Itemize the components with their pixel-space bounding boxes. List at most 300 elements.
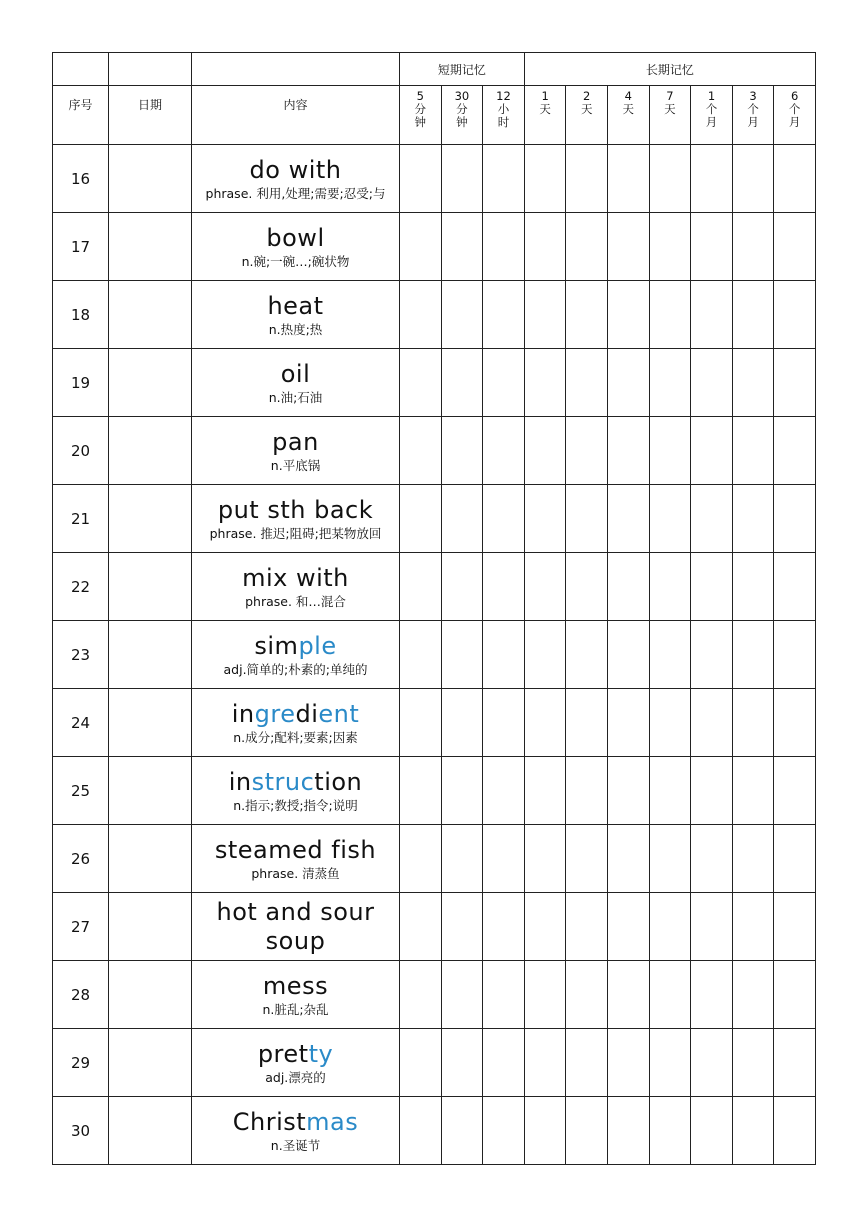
word-text (192, 564, 399, 593)
table-row (53, 417, 816, 485)
header-row-columns (53, 86, 816, 145)
word-text (192, 700, 399, 729)
date-cell[interactable] (109, 825, 192, 893)
word-meaning: phrase. 和…混合 (245, 593, 346, 609)
review-check-cell[interactable] (649, 349, 691, 417)
content-cell (192, 1097, 400, 1165)
review-check-cell[interactable] (732, 281, 774, 349)
review-check-cell[interactable] (400, 349, 442, 417)
review-check-cell[interactable] (774, 213, 816, 281)
review-check-cell[interactable] (483, 757, 525, 825)
word-segment: tion (314, 767, 363, 796)
date-cell[interactable] (109, 417, 192, 485)
review-check-cell[interactable] (524, 825, 566, 893)
row-index: 30 (53, 1097, 109, 1165)
interval-label-part: 个 (705, 102, 718, 116)
review-check-cell[interactable] (691, 757, 733, 825)
word-text (192, 836, 399, 865)
review-check-cell[interactable] (441, 145, 483, 213)
vocab-review-table (52, 52, 816, 1165)
word-segment: sim (254, 631, 299, 660)
table-row (53, 213, 816, 281)
review-check-cell[interactable] (566, 757, 608, 825)
word-text (192, 360, 399, 389)
row-index: 26 (53, 825, 109, 893)
review-check-cell[interactable] (774, 825, 816, 893)
review-check-cell[interactable] (649, 213, 691, 281)
word-segment: put sth back (217, 495, 374, 524)
word-text (192, 496, 399, 525)
review-check-cell[interactable] (691, 1097, 733, 1165)
word-meaning: n.碗;一碗…;碗状物 (241, 253, 350, 269)
row-index: 17 (53, 213, 109, 281)
review-check-cell[interactable] (608, 825, 650, 893)
review-check-cell[interactable] (566, 689, 608, 757)
review-check-cell[interactable] (400, 1029, 442, 1097)
review-check-cell[interactable] (649, 1029, 691, 1097)
interval-label-part: 小 (497, 102, 510, 116)
word-segment: pret (257, 1039, 309, 1068)
content-cell (192, 621, 400, 689)
date-cell[interactable] (109, 1029, 192, 1097)
interval-header-0 (400, 86, 442, 145)
content-cell (192, 281, 400, 349)
row-index: 18 (53, 281, 109, 349)
content-cell (192, 485, 400, 553)
review-check-cell[interactable] (691, 961, 733, 1029)
interval-header-3 (524, 86, 566, 145)
review-check-cell[interactable] (400, 825, 442, 893)
row-index: 16 (53, 145, 109, 213)
review-check-cell[interactable] (732, 485, 774, 553)
review-check-cell[interactable] (400, 145, 442, 213)
interval-label-part: 个 (747, 102, 759, 116)
review-check-cell[interactable] (691, 349, 733, 417)
review-check-cell[interactable] (524, 213, 566, 281)
review-check-cell[interactable] (649, 893, 691, 961)
review-check-cell[interactable] (400, 621, 442, 689)
word-highlight-segment: ple (298, 631, 337, 660)
content-cell (192, 349, 400, 417)
word-segment: hot and sour soup (216, 897, 375, 955)
date-column-header: 日期 (109, 86, 192, 145)
table-row (53, 621, 816, 689)
row-index: 25 (53, 757, 109, 825)
review-check-cell[interactable] (608, 1029, 650, 1097)
content-cell (192, 1029, 400, 1097)
word-highlight-segment: struc (251, 767, 315, 796)
review-check-cell[interactable] (524, 893, 566, 961)
interval-label-part: 7 (666, 89, 674, 103)
word-meaning: n.圣诞节 (270, 1137, 321, 1153)
review-check-cell[interactable] (524, 757, 566, 825)
word-text (192, 156, 399, 185)
review-check-cell[interactable] (691, 145, 733, 213)
review-check-cell[interactable] (774, 145, 816, 213)
review-check-cell[interactable] (732, 961, 774, 1029)
word-text (192, 972, 399, 1001)
review-check-cell[interactable] (400, 213, 442, 281)
word-segment: mess (262, 971, 329, 1000)
word-meaning: phrase. 推迟;阻碍;把某物放回 (209, 525, 382, 541)
review-check-cell[interactable] (524, 1029, 566, 1097)
interval-label-part: 6 (791, 89, 799, 103)
row-index: 27 (53, 893, 109, 961)
word-meaning: adj.简单的;朴素的;单纯的 (223, 661, 368, 677)
word-segment: mix with (242, 563, 349, 592)
review-check-cell[interactable] (400, 417, 442, 485)
word-segment: heat (267, 291, 324, 320)
row-index: 29 (53, 1029, 109, 1097)
table-row (53, 757, 816, 825)
review-check-cell[interactable] (774, 553, 816, 621)
review-check-cell[interactable] (774, 485, 816, 553)
header-row-groups (53, 53, 816, 86)
review-check-cell[interactable] (566, 1029, 608, 1097)
interval-label-part: 天 (664, 102, 676, 116)
review-check-cell[interactable] (649, 553, 691, 621)
word-text (192, 292, 399, 321)
table-row (53, 553, 816, 621)
date-cell[interactable] (109, 757, 192, 825)
interval-label-part: 钟 (456, 115, 468, 129)
review-check-cell[interactable] (483, 349, 525, 417)
review-check-cell[interactable] (566, 281, 608, 349)
review-check-cell[interactable] (732, 349, 774, 417)
word-segment: Christ (232, 1107, 307, 1136)
review-check-cell[interactable] (774, 281, 816, 349)
interval-label-part: 30 (454, 89, 470, 103)
review-check-cell[interactable] (566, 349, 608, 417)
review-check-cell[interactable] (774, 621, 816, 689)
word-segment: di (295, 699, 319, 728)
review-check-cell[interactable] (441, 1097, 483, 1165)
review-check-cell[interactable] (441, 1029, 483, 1097)
review-check-cell[interactable] (441, 621, 483, 689)
table-row (53, 145, 816, 213)
review-check-cell[interactable] (441, 485, 483, 553)
review-check-cell[interactable] (774, 893, 816, 961)
review-check-cell[interactable] (483, 485, 525, 553)
review-check-cell[interactable] (566, 553, 608, 621)
content-cell (192, 213, 400, 281)
interval-label-part: 月 (747, 115, 759, 129)
review-check-cell[interactable] (524, 553, 566, 621)
word-text (192, 632, 399, 661)
word-meaning: n.脏乱;杂乱 (262, 1001, 329, 1017)
review-check-cell[interactable] (732, 1029, 774, 1097)
review-check-cell[interactable] (774, 417, 816, 485)
date-cell[interactable] (109, 689, 192, 757)
review-check-cell[interactable] (774, 1097, 816, 1165)
long-term-header: 长期记忆 (524, 53, 815, 86)
word-segment: bowl (266, 223, 325, 252)
review-check-cell[interactable] (732, 145, 774, 213)
interval-header-1 (441, 86, 483, 145)
review-check-cell[interactable] (400, 553, 442, 621)
review-check-cell[interactable] (608, 213, 650, 281)
word-text (192, 428, 399, 457)
review-check-cell[interactable] (483, 825, 525, 893)
review-check-cell[interactable] (608, 757, 650, 825)
review-check-cell[interactable] (441, 349, 483, 417)
review-check-cell[interactable] (441, 417, 483, 485)
interval-label-part: 1 (707, 89, 716, 103)
row-index: 28 (53, 961, 109, 1029)
review-check-cell[interactable] (691, 213, 733, 281)
review-check-cell[interactable] (649, 485, 691, 553)
review-check-cell[interactable] (691, 893, 733, 961)
review-check-cell[interactable] (774, 757, 816, 825)
review-check-cell[interactable] (566, 213, 608, 281)
word-segment: oil (280, 359, 311, 388)
word-text (192, 898, 399, 956)
review-check-cell[interactable] (441, 281, 483, 349)
interval-header-6 (649, 86, 691, 145)
word-meaning: phrase. 清蒸鱼 (251, 865, 340, 881)
review-check-cell[interactable] (441, 213, 483, 281)
word-meaning: adj.漂亮的 (265, 1069, 326, 1085)
review-check-cell[interactable] (483, 281, 525, 349)
review-check-cell[interactable] (483, 1097, 525, 1165)
word-meaning: n.平底锅 (270, 457, 321, 473)
row-index: 19 (53, 349, 109, 417)
review-check-cell[interactable] (483, 961, 525, 1029)
word-meaning: n.热度;热 (268, 321, 323, 337)
review-check-cell[interactable] (400, 689, 442, 757)
word-highlight-segment: gre (254, 699, 296, 728)
word-text (192, 768, 399, 797)
review-check-cell[interactable] (608, 1097, 650, 1165)
review-check-cell[interactable] (608, 281, 650, 349)
row-index: 24 (53, 689, 109, 757)
review-check-cell[interactable] (441, 689, 483, 757)
review-check-cell[interactable] (732, 757, 774, 825)
review-check-cell[interactable] (441, 757, 483, 825)
review-check-cell[interactable] (524, 145, 566, 213)
interval-label-part: 时 (497, 115, 510, 129)
review-check-cell[interactable] (649, 417, 691, 485)
table-row (53, 349, 816, 417)
review-check-cell[interactable] (608, 621, 650, 689)
review-check-cell[interactable] (691, 553, 733, 621)
review-check-cell[interactable] (566, 893, 608, 961)
interval-header-4 (566, 86, 608, 145)
review-check-cell[interactable] (400, 485, 442, 553)
review-check-cell[interactable] (774, 349, 816, 417)
review-check-cell[interactable] (649, 621, 691, 689)
interval-label-part: 月 (788, 115, 801, 129)
date-cell[interactable] (109, 349, 192, 417)
content-cell (192, 893, 400, 961)
interval-label-part: 天 (539, 102, 551, 116)
date-cell[interactable] (109, 145, 192, 213)
review-check-cell[interactable] (732, 689, 774, 757)
review-check-cell[interactable] (566, 825, 608, 893)
review-check-cell[interactable] (608, 417, 650, 485)
word-text (192, 224, 399, 253)
word-highlight-segment: mas (306, 1107, 359, 1136)
index-column-header: 序号 (53, 86, 109, 145)
interval-label-part: 个 (788, 102, 801, 116)
review-check-cell[interactable] (691, 417, 733, 485)
review-check-cell[interactable] (524, 485, 566, 553)
interval-label-part: 分 (456, 102, 468, 116)
row-index: 21 (53, 485, 109, 553)
date-cell[interactable] (109, 621, 192, 689)
interval-label-part: 4 (624, 89, 632, 103)
review-check-cell[interactable] (566, 417, 608, 485)
review-check-cell[interactable] (608, 145, 650, 213)
review-check-cell[interactable] (691, 825, 733, 893)
review-check-cell[interactable] (524, 417, 566, 485)
interval-header-7 (691, 86, 733, 145)
row-index: 20 (53, 417, 109, 485)
date-cell[interactable] (109, 213, 192, 281)
review-check-cell[interactable] (441, 553, 483, 621)
review-check-cell[interactable] (566, 621, 608, 689)
blank-header-cell (53, 53, 109, 86)
date-cell[interactable] (109, 893, 192, 961)
review-check-cell[interactable] (566, 485, 608, 553)
review-check-cell[interactable] (732, 1097, 774, 1165)
review-check-cell[interactable] (691, 621, 733, 689)
review-check-cell[interactable] (400, 961, 442, 1029)
review-check-cell[interactable] (524, 349, 566, 417)
word-highlight-segment: ty (308, 1039, 334, 1068)
word-text (192, 1108, 399, 1137)
review-check-cell[interactable] (400, 893, 442, 961)
short-term-header: 短期记忆 (400, 53, 525, 86)
review-check-cell[interactable] (732, 825, 774, 893)
interval-label-part: 天 (622, 102, 635, 116)
interval-label-part: 3 (749, 89, 757, 103)
review-check-cell[interactable] (732, 893, 774, 961)
review-check-cell[interactable] (608, 689, 650, 757)
review-check-cell[interactable] (483, 213, 525, 281)
word-highlight-segment: ent (318, 699, 360, 728)
review-check-cell[interactable] (483, 893, 525, 961)
word-segment: do with (249, 155, 342, 184)
interval-header-2 (483, 86, 525, 145)
review-check-cell[interactable] (608, 485, 650, 553)
review-check-cell[interactable] (483, 689, 525, 757)
interval-label-part: 5 (416, 89, 424, 103)
table-row (53, 689, 816, 757)
review-check-cell[interactable] (608, 349, 650, 417)
review-check-cell[interactable] (774, 689, 816, 757)
date-cell[interactable] (109, 281, 192, 349)
interval-label-part: 天 (580, 102, 593, 116)
review-check-cell[interactable] (400, 1097, 442, 1165)
row-index: 22 (53, 553, 109, 621)
review-check-cell[interactable] (483, 621, 525, 689)
date-cell[interactable] (109, 961, 192, 1029)
date-cell[interactable] (109, 485, 192, 553)
word-meaning: n.指示;教授;指令;说明 (233, 797, 358, 813)
row-index: 23 (53, 621, 109, 689)
content-cell (192, 145, 400, 213)
table-row (53, 1029, 816, 1097)
review-check-cell[interactable] (483, 553, 525, 621)
word-text (192, 1040, 399, 1069)
review-check-cell[interactable] (732, 417, 774, 485)
review-check-cell[interactable] (649, 145, 691, 213)
review-check-cell[interactable] (566, 1097, 608, 1165)
word-segment: steamed fish (214, 835, 377, 864)
review-check-cell[interactable] (649, 281, 691, 349)
table-row (53, 825, 816, 893)
content-cell (192, 553, 400, 621)
review-check-cell[interactable] (524, 1097, 566, 1165)
review-check-cell[interactable] (608, 893, 650, 961)
content-cell (192, 961, 400, 1029)
review-check-cell[interactable] (441, 893, 483, 961)
date-cell[interactable] (109, 1097, 192, 1165)
table-row (53, 1097, 816, 1165)
review-check-cell[interactable] (400, 281, 442, 349)
interval-header-5 (608, 86, 650, 145)
review-check-cell[interactable] (483, 1029, 525, 1097)
review-check-cell[interactable] (524, 961, 566, 1029)
interval-label-part: 钟 (414, 115, 427, 129)
review-check-cell[interactable] (566, 961, 608, 1029)
review-check-cell[interactable] (691, 689, 733, 757)
review-check-cell[interactable] (732, 553, 774, 621)
table-row (53, 893, 816, 961)
review-check-cell[interactable] (566, 145, 608, 213)
interval-header-8 (732, 86, 774, 145)
review-check-cell[interactable] (774, 1029, 816, 1097)
review-check-cell[interactable] (649, 757, 691, 825)
review-check-cell[interactable] (524, 281, 566, 349)
word-meaning: n.成分;配料;要素;因素 (233, 729, 358, 745)
content-cell (192, 689, 400, 757)
interval-label-part: 1 (541, 89, 549, 103)
review-check-cell[interactable] (608, 961, 650, 1029)
date-cell[interactable] (109, 553, 192, 621)
review-check-cell[interactable] (649, 689, 691, 757)
review-check-cell[interactable] (649, 961, 691, 1029)
review-check-cell[interactable] (483, 417, 525, 485)
review-check-cell[interactable] (441, 825, 483, 893)
review-check-cell[interactable] (649, 825, 691, 893)
interval-label-part: 分 (414, 102, 427, 116)
table-row (53, 961, 816, 1029)
review-check-cell[interactable] (732, 213, 774, 281)
content-cell (192, 417, 400, 485)
content-cell (192, 757, 400, 825)
review-check-cell[interactable] (732, 621, 774, 689)
review-check-cell[interactable] (524, 689, 566, 757)
review-check-cell[interactable] (691, 1029, 733, 1097)
word-segment: in (228, 767, 252, 796)
review-check-cell[interactable] (691, 281, 733, 349)
review-check-cell[interactable] (774, 961, 816, 1029)
word-segment: pan (272, 427, 319, 456)
review-check-cell[interactable] (608, 553, 650, 621)
review-check-cell[interactable] (441, 961, 483, 1029)
review-check-cell[interactable] (400, 757, 442, 825)
interval-label-part: 2 (583, 89, 591, 103)
review-check-cell[interactable] (483, 145, 525, 213)
review-check-cell[interactable] (524, 621, 566, 689)
review-check-cell[interactable] (649, 1097, 691, 1165)
blank-header-cell (192, 53, 400, 86)
content-column-header: 内容 (192, 86, 400, 145)
word-segment: in (231, 699, 255, 728)
review-check-cell[interactable] (691, 485, 733, 553)
